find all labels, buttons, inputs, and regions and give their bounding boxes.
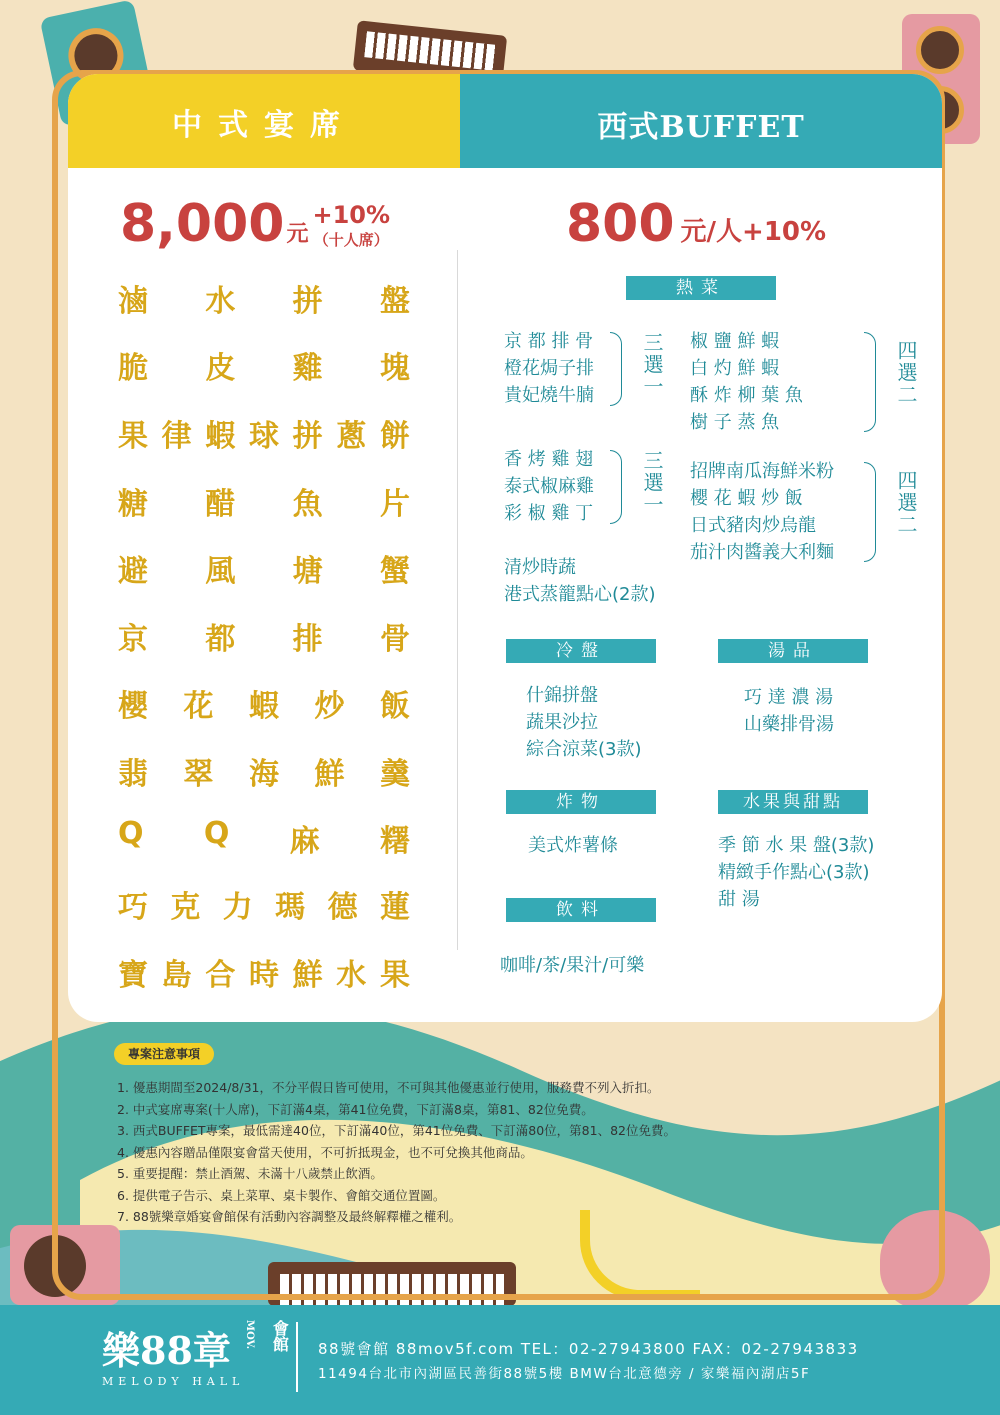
- chinese-dish-char: 鮮: [314, 757, 345, 792]
- chinese-dish-char: 蓮: [379, 890, 410, 925]
- note-item: 1. 優惠期間至2024/8/31，不分平假日皆可使用，不可與其他優惠並行使用，服務費不列入折扣。: [117, 1080, 660, 1095]
- chinese-dish-char: 避: [118, 554, 148, 589]
- western-price: [566, 194, 826, 254]
- note-item: 7. 88號樂章婚宴會館保有活動內容調整及最終解釋權之權利。: [117, 1209, 462, 1224]
- dessert-items: [718, 832, 874, 913]
- hot-group-2-item: 酥 炸 柳 葉 魚: [690, 385, 803, 406]
- soup-item: 巧 達 濃 湯: [744, 687, 834, 708]
- cold-label: 冷盤: [506, 639, 656, 663]
- chinese-dish-char: 水: [336, 958, 367, 993]
- chinese-dish-char: 水: [205, 284, 236, 319]
- chinese-price-surcharge: +10%: [312, 201, 391, 229]
- hot-group-1-bracket: [610, 332, 622, 406]
- chinese-dish-char: 島: [161, 958, 192, 993]
- hot-group-3-item: 香 烤 雞 翅: [504, 449, 594, 470]
- chinese-dish: [118, 479, 410, 523]
- logo-main-text: 樂88章: [102, 1328, 231, 1373]
- column-divider: [457, 250, 458, 950]
- logo-subtitle: MELODY HALL: [102, 1375, 245, 1388]
- chinese-dish-char: 醋: [205, 487, 236, 522]
- western-price-unit: 元/人+10%: [680, 217, 827, 247]
- western-tab-title: 西式BUFFET: [597, 110, 805, 145]
- chinese-dish-char: 海: [249, 757, 279, 792]
- hot-group-3-choose: 三選一: [640, 450, 664, 516]
- cold-item: 蔬果沙拉: [526, 712, 598, 733]
- western-price-amount: 800: [566, 194, 675, 254]
- chinese-dish-char: 脆: [118, 351, 148, 386]
- chinese-dish-char: 糖: [118, 487, 148, 522]
- chinese-dish-char: 律: [161, 419, 192, 454]
- logo: [102, 1320, 291, 1375]
- chinese-dish-char: 飯: [380, 689, 410, 724]
- drinks-item: 咖啡/茶/果汁/可樂: [500, 955, 645, 976]
- hot-group-2-item: 白 灼 鮮 蝦: [690, 358, 780, 379]
- chinese-dish-char: 盤: [379, 284, 410, 319]
- hot-group-2-bracket: [864, 332, 876, 432]
- hot-group-1-item: 橙花焗子排: [504, 358, 594, 379]
- chinese-dish-char: 時: [248, 958, 279, 993]
- notes-title: 專案注意事項: [114, 1043, 214, 1065]
- hot-group-2-choose: 四選二: [894, 340, 918, 406]
- chinese-dish-char: 果: [118, 419, 148, 454]
- chinese-dish-char: 骨: [379, 622, 410, 657]
- hot-extra-item: 清炒時蔬: [504, 557, 576, 578]
- chinese-dish-char: 鮮: [292, 958, 323, 993]
- soup-label: 湯品: [718, 639, 868, 663]
- hot-group-4-choose: 四選二: [894, 470, 918, 536]
- cold-item: 什錦拼盤: [526, 685, 598, 706]
- chinese-dish: [118, 749, 410, 793]
- chinese-dish-char: 皮: [205, 351, 236, 386]
- note-item: 3. 西式BUFFET專案，最低需達40位，下訂滿40位，第41位免費、下訂滿80位，第81、82位免費。: [117, 1123, 676, 1138]
- soup-items: [744, 684, 834, 738]
- chinese-dish-char: 魚: [292, 487, 323, 522]
- chinese-dish-char: 克: [170, 890, 201, 925]
- chinese-dish-char: 球: [248, 419, 279, 454]
- hot-extra-item: 港式蒸籠點心(2款): [504, 584, 656, 605]
- chinese-dish: [118, 411, 410, 455]
- drinks-label: 飲料: [506, 898, 656, 922]
- fried-item: 美式炸薯條: [528, 835, 618, 856]
- chinese-dish-char: 都: [205, 622, 236, 657]
- footer-address: 11494台北市內湖區民善街88號5樓 BMW台北意德旁 / 家樂福內湖店5F: [318, 1366, 811, 1382]
- chinese-dish-char: 翠: [183, 757, 214, 792]
- hot-group-1-item: 京 都 排 骨: [504, 331, 594, 352]
- hot-group-2-item: 椒 鹽 鮮 蝦: [690, 331, 780, 352]
- hot-extra: [504, 554, 656, 608]
- chinese-dish-char: 拼: [292, 284, 323, 319]
- hot-group-4-item: 茄汁肉醬義大利麵: [690, 542, 834, 563]
- logo-mov-text: MOV.: [244, 1320, 256, 1350]
- chinese-tab-title: 中式宴席: [172, 108, 356, 143]
- chinese-dish: [118, 950, 410, 994]
- chinese-dish-char: 蟹: [379, 554, 410, 589]
- chinese-dish: [118, 343, 410, 387]
- note-item: 5. 重要提醒：禁止酒駕、未滿十八歲禁止飲酒。: [117, 1166, 383, 1181]
- chinese-dish-char: 蔥: [336, 419, 367, 454]
- chinese-dish-char: 翡: [118, 757, 148, 792]
- chinese-price: [120, 194, 390, 254]
- chinese-dish: [118, 276, 410, 320]
- hot-group-3: [504, 446, 594, 527]
- menu-card: [68, 74, 942, 1022]
- fried-label: 炸物: [506, 790, 656, 814]
- chinese-dish-char: 餅: [379, 419, 410, 454]
- chinese-dish: [118, 614, 410, 658]
- chinese-dish-char: 雞: [292, 351, 323, 386]
- cold-item: 綜合涼菜(3款): [526, 739, 642, 760]
- chinese-dish-char: 滷: [118, 284, 148, 319]
- chinese-dish-char: 京: [118, 622, 148, 657]
- chinese-dish-char: 櫻: [118, 689, 148, 724]
- chinese-dish-char: 寶: [118, 958, 148, 993]
- chinese-dish-char: 力: [222, 890, 253, 925]
- hot-group-1: [504, 328, 594, 409]
- chinese-dish-char: 蝦: [205, 419, 236, 454]
- chinese-dish-char: 羹: [380, 757, 410, 792]
- hot-dishes-label: 熱菜: [626, 276, 776, 300]
- hot-group-1-item: 貴妃燒牛腩: [504, 385, 594, 406]
- dessert-item: 甜 湯: [718, 889, 760, 910]
- notes-list: [117, 1077, 676, 1228]
- cold-items: [526, 682, 642, 763]
- dessert-item: 季 節 水 果 盤(3款): [718, 835, 875, 856]
- drinks-items: [500, 952, 644, 979]
- chinese-price-unit: 元: [286, 222, 309, 247]
- hot-group-3-item: 彩 椒 雞 丁: [504, 503, 594, 524]
- soup-item: 山藥排骨湯: [744, 714, 834, 735]
- chinese-dish-char: 塘: [292, 554, 323, 589]
- chinese-dish-char: 德: [327, 890, 358, 925]
- hot-group-2: [690, 328, 803, 436]
- chinese-dish: [118, 882, 410, 926]
- chinese-dish-char: 花: [183, 689, 214, 724]
- chinese-dish-char: 風: [205, 554, 236, 589]
- dessert-label: 水果與甜點: [718, 790, 868, 814]
- chinese-dish-char: 合: [205, 958, 236, 993]
- chinese-dish-char: 糬: [379, 824, 410, 859]
- hot-group-4-item: 招牌南瓜海鮮米粉: [690, 461, 834, 482]
- chinese-dish-char: 麻: [289, 824, 320, 859]
- chinese-dish-char: Q: [203, 816, 230, 851]
- hot-group-4-item: 櫻 花 蝦 炒 飯: [690, 488, 803, 509]
- chinese-dish: [118, 816, 410, 860]
- hot-group-1-choose: 三選一: [640, 332, 664, 398]
- chinese-dish-char: 蝦: [249, 689, 279, 724]
- chinese-dish-char: 塊: [379, 351, 410, 386]
- note-item: 2. 中式宴席專案(十人席)，下訂滿4桌，第41位免費，下訂滿8桌，第81、82位免費。: [117, 1101, 594, 1117]
- chinese-dish-char: Q: [118, 816, 144, 851]
- note-item: 4. 優惠內容贈品僅限宴會當天使用，不可折抵現金，也不可兌換其他商品。: [117, 1144, 533, 1160]
- hot-group-3-bracket: [610, 450, 622, 524]
- chinese-dish: [118, 681, 410, 725]
- hot-group-4-item: 日式豬肉炒烏龍: [690, 515, 816, 536]
- chinese-dish-char: 拼: [292, 419, 323, 454]
- chinese-dish-char: 巧: [118, 890, 148, 925]
- logo-hall-text: 會館: [270, 1320, 290, 1352]
- hot-group-4-bracket: [864, 462, 876, 562]
- chinese-price-amount: 8,000: [120, 194, 285, 254]
- chinese-dish: [118, 546, 410, 590]
- dessert-item: 精緻手作點心(3款): [718, 862, 870, 883]
- chinese-dish-char: 排: [292, 622, 323, 657]
- hot-group-4: [690, 458, 834, 566]
- fried-items: [528, 832, 618, 859]
- hot-group-2-item: 樹 子 蒸 魚: [690, 412, 780, 433]
- note-item: 6. 提供電子告示、桌上菜單、桌卡製作、會館交通位置圖。: [117, 1187, 446, 1203]
- footer-contact: 88號會館 88mov5f.com TEL：02-27943800 FAX：02-27943833: [318, 1340, 859, 1358]
- footer-separator: [296, 1322, 298, 1392]
- chinese-price-note: （十人席）: [313, 231, 389, 249]
- chinese-dish-char: 果: [379, 958, 410, 993]
- chinese-dish-char: 瑪: [275, 890, 306, 925]
- chinese-dish-char: 炒: [314, 689, 345, 724]
- hot-group-3-item: 泰式椒麻雞: [504, 476, 594, 497]
- chinese-dish-char: 片: [379, 487, 410, 522]
